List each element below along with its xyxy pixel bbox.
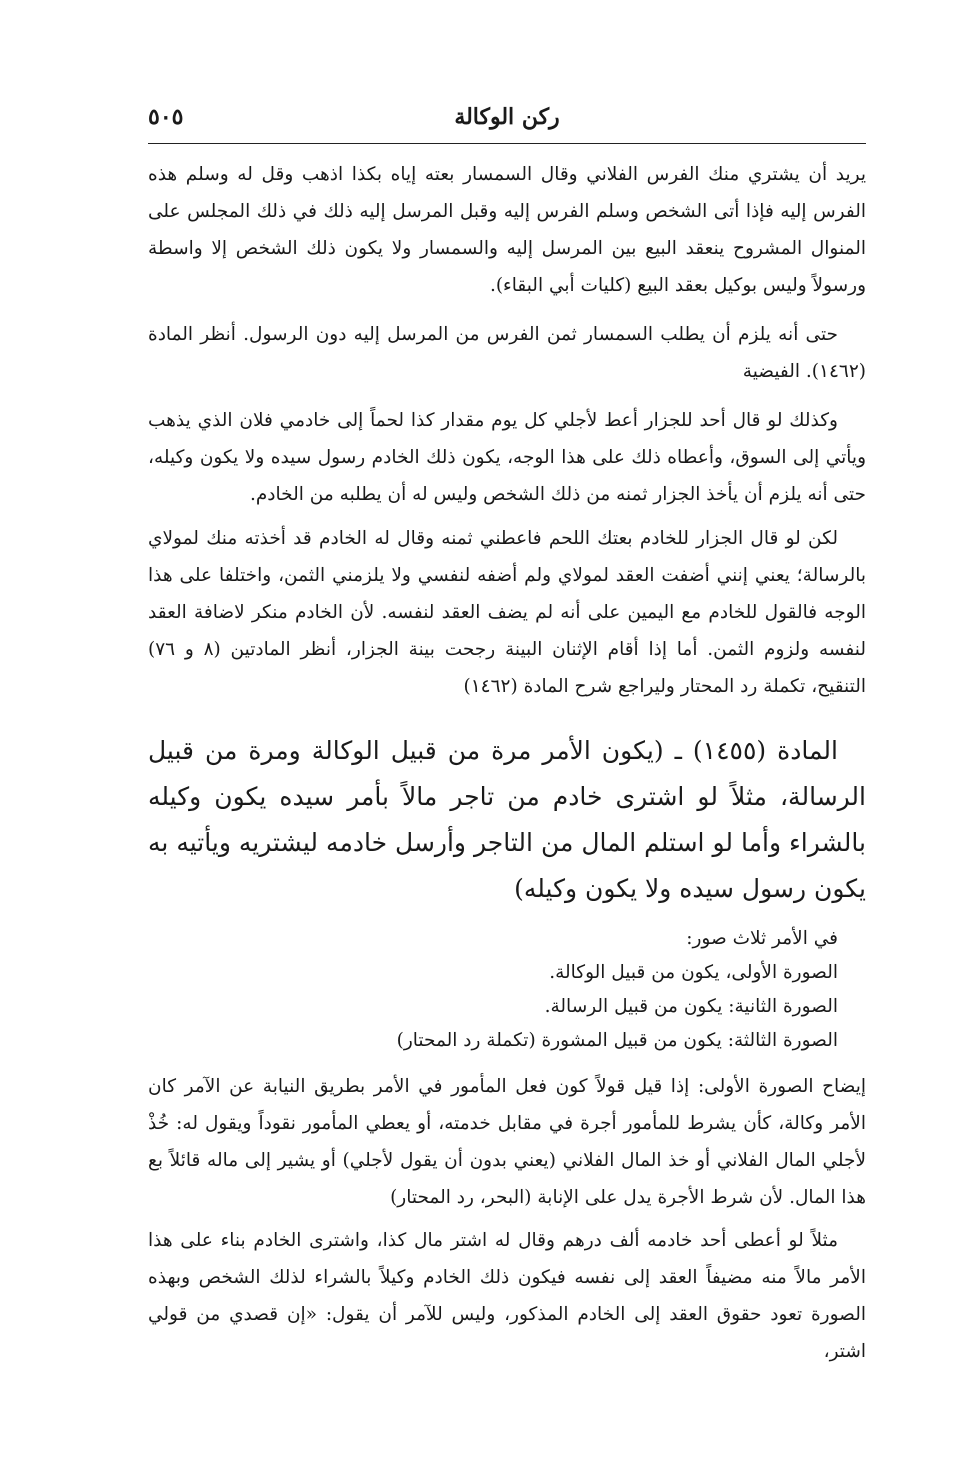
- explanation-1: [148, 1068, 866, 1216]
- paragraph-text: يريد أن يشتري منك الفرس الفلاني وقال السمسار بعته إياه بكذا اذهب وقل له وسلم هذه الفرس إليه فإذا أتى الشخص وسلم الفرس إليه وقبل المرسل إليه ذلك في ذلك المجلس على المنوال المشروح ينعقد البيع بين المرسل إليه والسمسار ولا يكون ذلك الشخص إلا واسطة ورسولاً وليس بوكيل بعقد البيع (كليات أبي البقاء).: [148, 164, 866, 296]
- article-text: المادة (١٤٥٥) ـ (يكون الأمر مرة من قبيل الوكالة ومرة من قبيل الرسالة، مثلاً لو اشترى خادم من تاجر مالاً بأمر سيده يكون وكيله بالشراء وأما لو استلم المال من التاجر وأرسل خادمه ليشتريه ويأتيه به يكون رسول سيده ولا يكون وكيله): [148, 736, 866, 903]
- explanation-text: إيضاح الصورة الأولى: إذا قيل قولاً كون فعل المأمور في الأمر بطريق النيابة عن الآمر كان الأمر وكالة، كأن يشرط للمأمور أجرة في مقابل خدمته، أو يعطي المأمور نقوداً ويقول له: خُذْ لأجلي المال الفلاني أو خذ المال الفلاني (يعني بدون أن يقول لأجلي) أو يشير إلى ماله قائلاً بع هذا المال. لأن شرط الأجرة يدل على الإنابة (البحر، رد المحتار): [148, 1076, 866, 1208]
- paragraph-text: وكذلك لو قال أحد للجزار أعط لأجلي كل يوم مقدار كذا لحماً إلى خادمي فلان الذي يذهب ويأتي إلى السوق، وأعطاه ذلك على هذا الوجه، يكون ذلك الخادم رسول سيده ولا يكون وكيله، حتى أنه يلزم أن يأخذ الجزار ثمنه من ذلك الشخص وليس له أن يطلبه من الخادم.: [148, 410, 866, 505]
- form-second: الصورة الثانية: يكون من قبيل الرسالة.: [544, 996, 838, 1017]
- forms-list: [148, 922, 866, 1058]
- paragraph-text: لكن لو قال الجزار للخادم بعتك اللحم فاعطني ثمنه وقال له الخادم قد أخذته منك لمولاي بالرسالة؛ يعني إنني أضفت العقد لمولاي ولم أضفه لنفسي ولا يلزمني الثمن، واختلفا على هذا الوجه فالقول للخادم مع اليمين على أنه لم يضف العقد لنفسه. لأن الخادم منكر لاضافة العقد لنفسه ولزوم الثمن. أما إذا أقام الإثنان البينة رجحت بينة الجزار، أنظر المادتين (٨ و ٧٦) التنقيح، تكملة رد المحتار وليراجع شرح المادة (١٤٦٢): [148, 528, 866, 697]
- running-title: ركن الوكالة: [454, 104, 560, 130]
- form-third: الصورة الثالثة: يكون من قبيل المشورة (تكملة رد المحتار): [396, 1030, 838, 1051]
- article-1455: [148, 728, 866, 912]
- page-header: [148, 104, 866, 140]
- explanation-text: مثلاً لو أعطى أحد خادمه ألف درهم وقال له اشتر مال كذا، واشترى الخادم بناء على هذا الأمر مالاً منه مضيفاً العقد إلى نفسه فيكون ذلك الخادم وكيلاً بالشراء لذلك الشخص وبهذه الصورة تعود حقوق العقد إلى الخادم المذكور، وليس للآمر أن يقول: «إن قصدي من قولي اشتر،: [148, 1230, 866, 1362]
- paragraph-text: حتى أنه يلزم أن يطلب السمسار ثمن الفرس من المرسل إليه دون الرسول. أنظر المادة (١٤٦٢). الفيضية: [148, 324, 866, 382]
- paragraph-1: [148, 156, 866, 304]
- page-number: ٥٠٥: [148, 104, 184, 130]
- paragraph-4: [148, 520, 866, 705]
- form-first: الصورة الأولى، يكون من قبيل الوكالة.: [549, 962, 838, 983]
- paragraph-2: [148, 316, 866, 390]
- forms-intro: في الأمر ثلاث صور:: [686, 928, 838, 949]
- explanation-2: [148, 1222, 866, 1370]
- paragraph-3: [148, 402, 866, 513]
- header-rule: [148, 143, 866, 144]
